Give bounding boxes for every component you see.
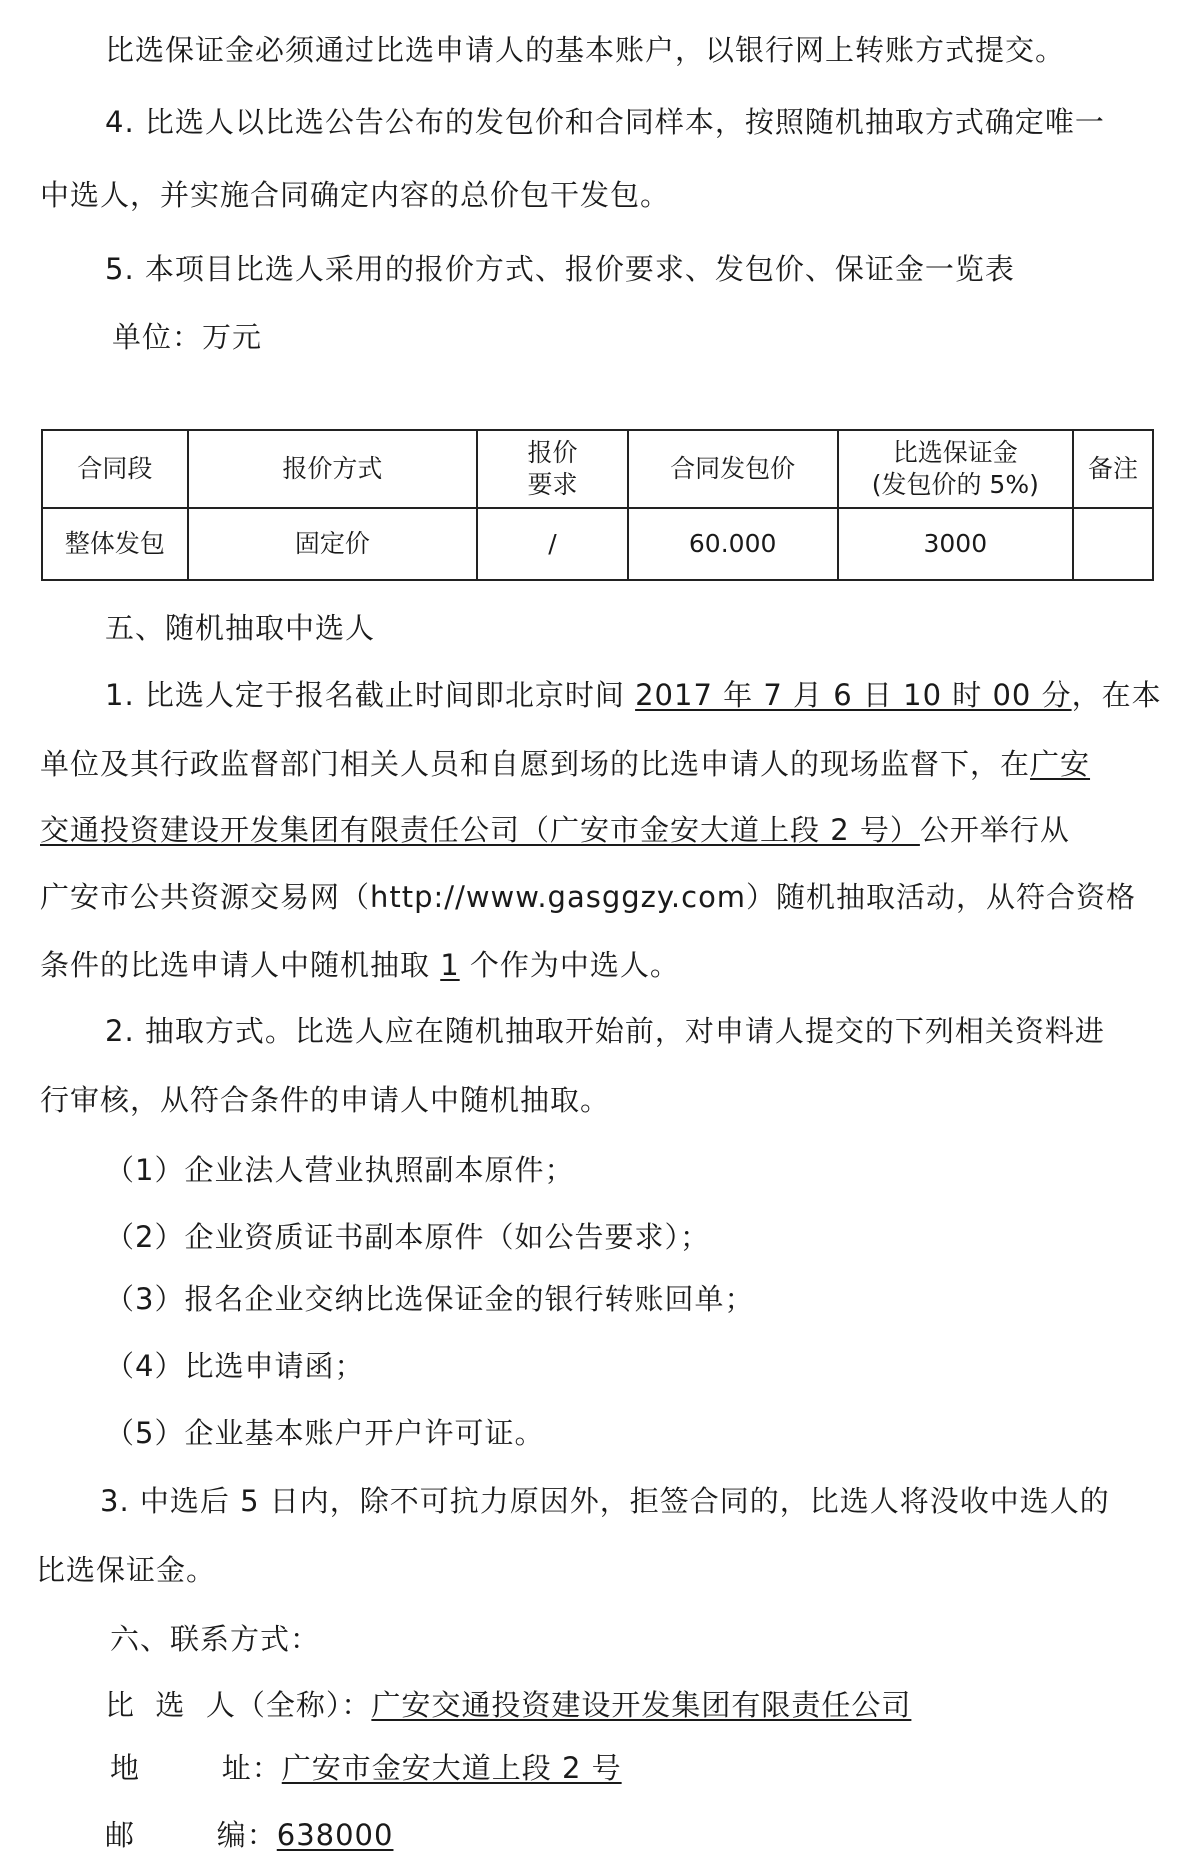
sec5-p1-line1: [105, 677, 1162, 713]
table-cell: /: [477, 508, 628, 580]
sec5-p1-line2: [40, 746, 1090, 782]
sec5-p1-line4: 广安市公共资源交易网（http://www.gasggzy.com）随机抽取活动，从符合资格: [40, 880, 1137, 914]
table-cell: 3000: [838, 508, 1074, 580]
table-cell: 60.000: [628, 508, 838, 580]
header-cell: 备注: [1073, 430, 1153, 508]
table-cell: 固定价: [188, 508, 477, 580]
table-header-row: [42, 430, 1153, 508]
unit-label: 单位：万元: [112, 320, 263, 354]
sec5-p1-line3: [40, 812, 1070, 848]
text: 条件的比选申请人中随机抽取: [40, 948, 441, 982]
header-cell: 合同段: [42, 430, 188, 508]
section-6-title: 六、联系方式：: [110, 1622, 321, 1656]
address-value: 广安市金安大道上段 2 号: [281, 1751, 622, 1785]
bidder-value: 广安交通投资建设开发集团有限责任公司: [371, 1688, 912, 1722]
header-cell: 报价方式: [188, 430, 477, 508]
list-item: （5）企业基本账户开户许可证。: [105, 1416, 545, 1450]
list-item: （3）报名企业交纳比选保证金的银行转账回单；: [105, 1282, 755, 1316]
table-row: [42, 508, 1153, 580]
item-4-line1: 4. 比选人以比选公告公布的发包价和合同样本，按照随机抽取方式确定唯一: [105, 105, 1105, 139]
list-item: （1）企业法人营业执照副本原件；: [105, 1153, 575, 1187]
address-row: [110, 1750, 622, 1786]
section-5-title: 五、随机抽取中选人: [105, 611, 376, 645]
header-line: 比选保证金: [892, 438, 1018, 467]
header-cell: 合同发包价: [628, 430, 838, 508]
item-5: 5. 本项目比选人采用的报价方式、报价要求、发包价、保证金一览表: [105, 252, 1015, 286]
item-4-line2: 中选人，并实施合同确定内容的总价包干发包。: [40, 178, 671, 212]
paragraph-deposit: 比选保证金必须通过比选申请人的基本账户，以银行网上转账方式提交。: [105, 33, 1066, 67]
sec5-p2-line1: 2. 抽取方式。比选人应在随机抽取开始前，对申请人提交的下列相关资料进: [105, 1014, 1105, 1048]
sec5-p1-line5: [40, 947, 680, 983]
location-underlined: 广安: [1030, 747, 1091, 781]
deadline-datetime: 2017 年 7 月 6 日 10 时 00 分: [635, 678, 1072, 712]
table-cell: [1073, 508, 1153, 580]
count-underlined: 1: [440, 948, 460, 982]
header-line: (发包价的 5%): [871, 470, 1039, 499]
text: ，在本: [1071, 678, 1162, 712]
sec5-p2-line2: 行审核，从符合条件的申请人中随机抽取。: [40, 1083, 611, 1117]
text: 单位及其行政监督部门相关人员和自愿到场的比选申请人的现场监督下，在: [40, 747, 1031, 781]
table-cell: 整体发包: [42, 508, 188, 580]
list-item: （2）企业资质证书副本原件（如公告要求）；: [105, 1220, 710, 1254]
address-label: 地 址：: [110, 1751, 282, 1785]
header-cell: [477, 430, 628, 508]
zip-value: 638000: [276, 1818, 394, 1852]
quote-table: [41, 429, 1154, 581]
zip-row: [105, 1817, 393, 1853]
header-cell: [838, 430, 1074, 508]
header-line: 要求: [527, 470, 578, 499]
sec5-p3-line1: 3. 中选后 5 日内，除不可抗力原因外，拒签合同的，比选人将没收中选人的: [100, 1484, 1110, 1518]
zip-label: 邮 编：: [105, 1818, 277, 1852]
text: 个作为中选人。: [459, 948, 680, 982]
bidder-row: [105, 1687, 911, 1723]
sec5-p3-line2: 比选保证金。: [36, 1553, 217, 1587]
text: 1. 比选人定于报名截止时间即北京时间: [105, 678, 636, 712]
header-line: 报价: [527, 438, 578, 467]
list-item: （4）比选申请函；: [105, 1349, 365, 1383]
location-underlined: 交通投资建设开发集团有限责任公司（广安市金安大道上段 2 号）: [40, 813, 920, 847]
bidder-label: 比 选 人（全称）：: [105, 1688, 372, 1722]
text: 公开举行从: [919, 813, 1070, 847]
